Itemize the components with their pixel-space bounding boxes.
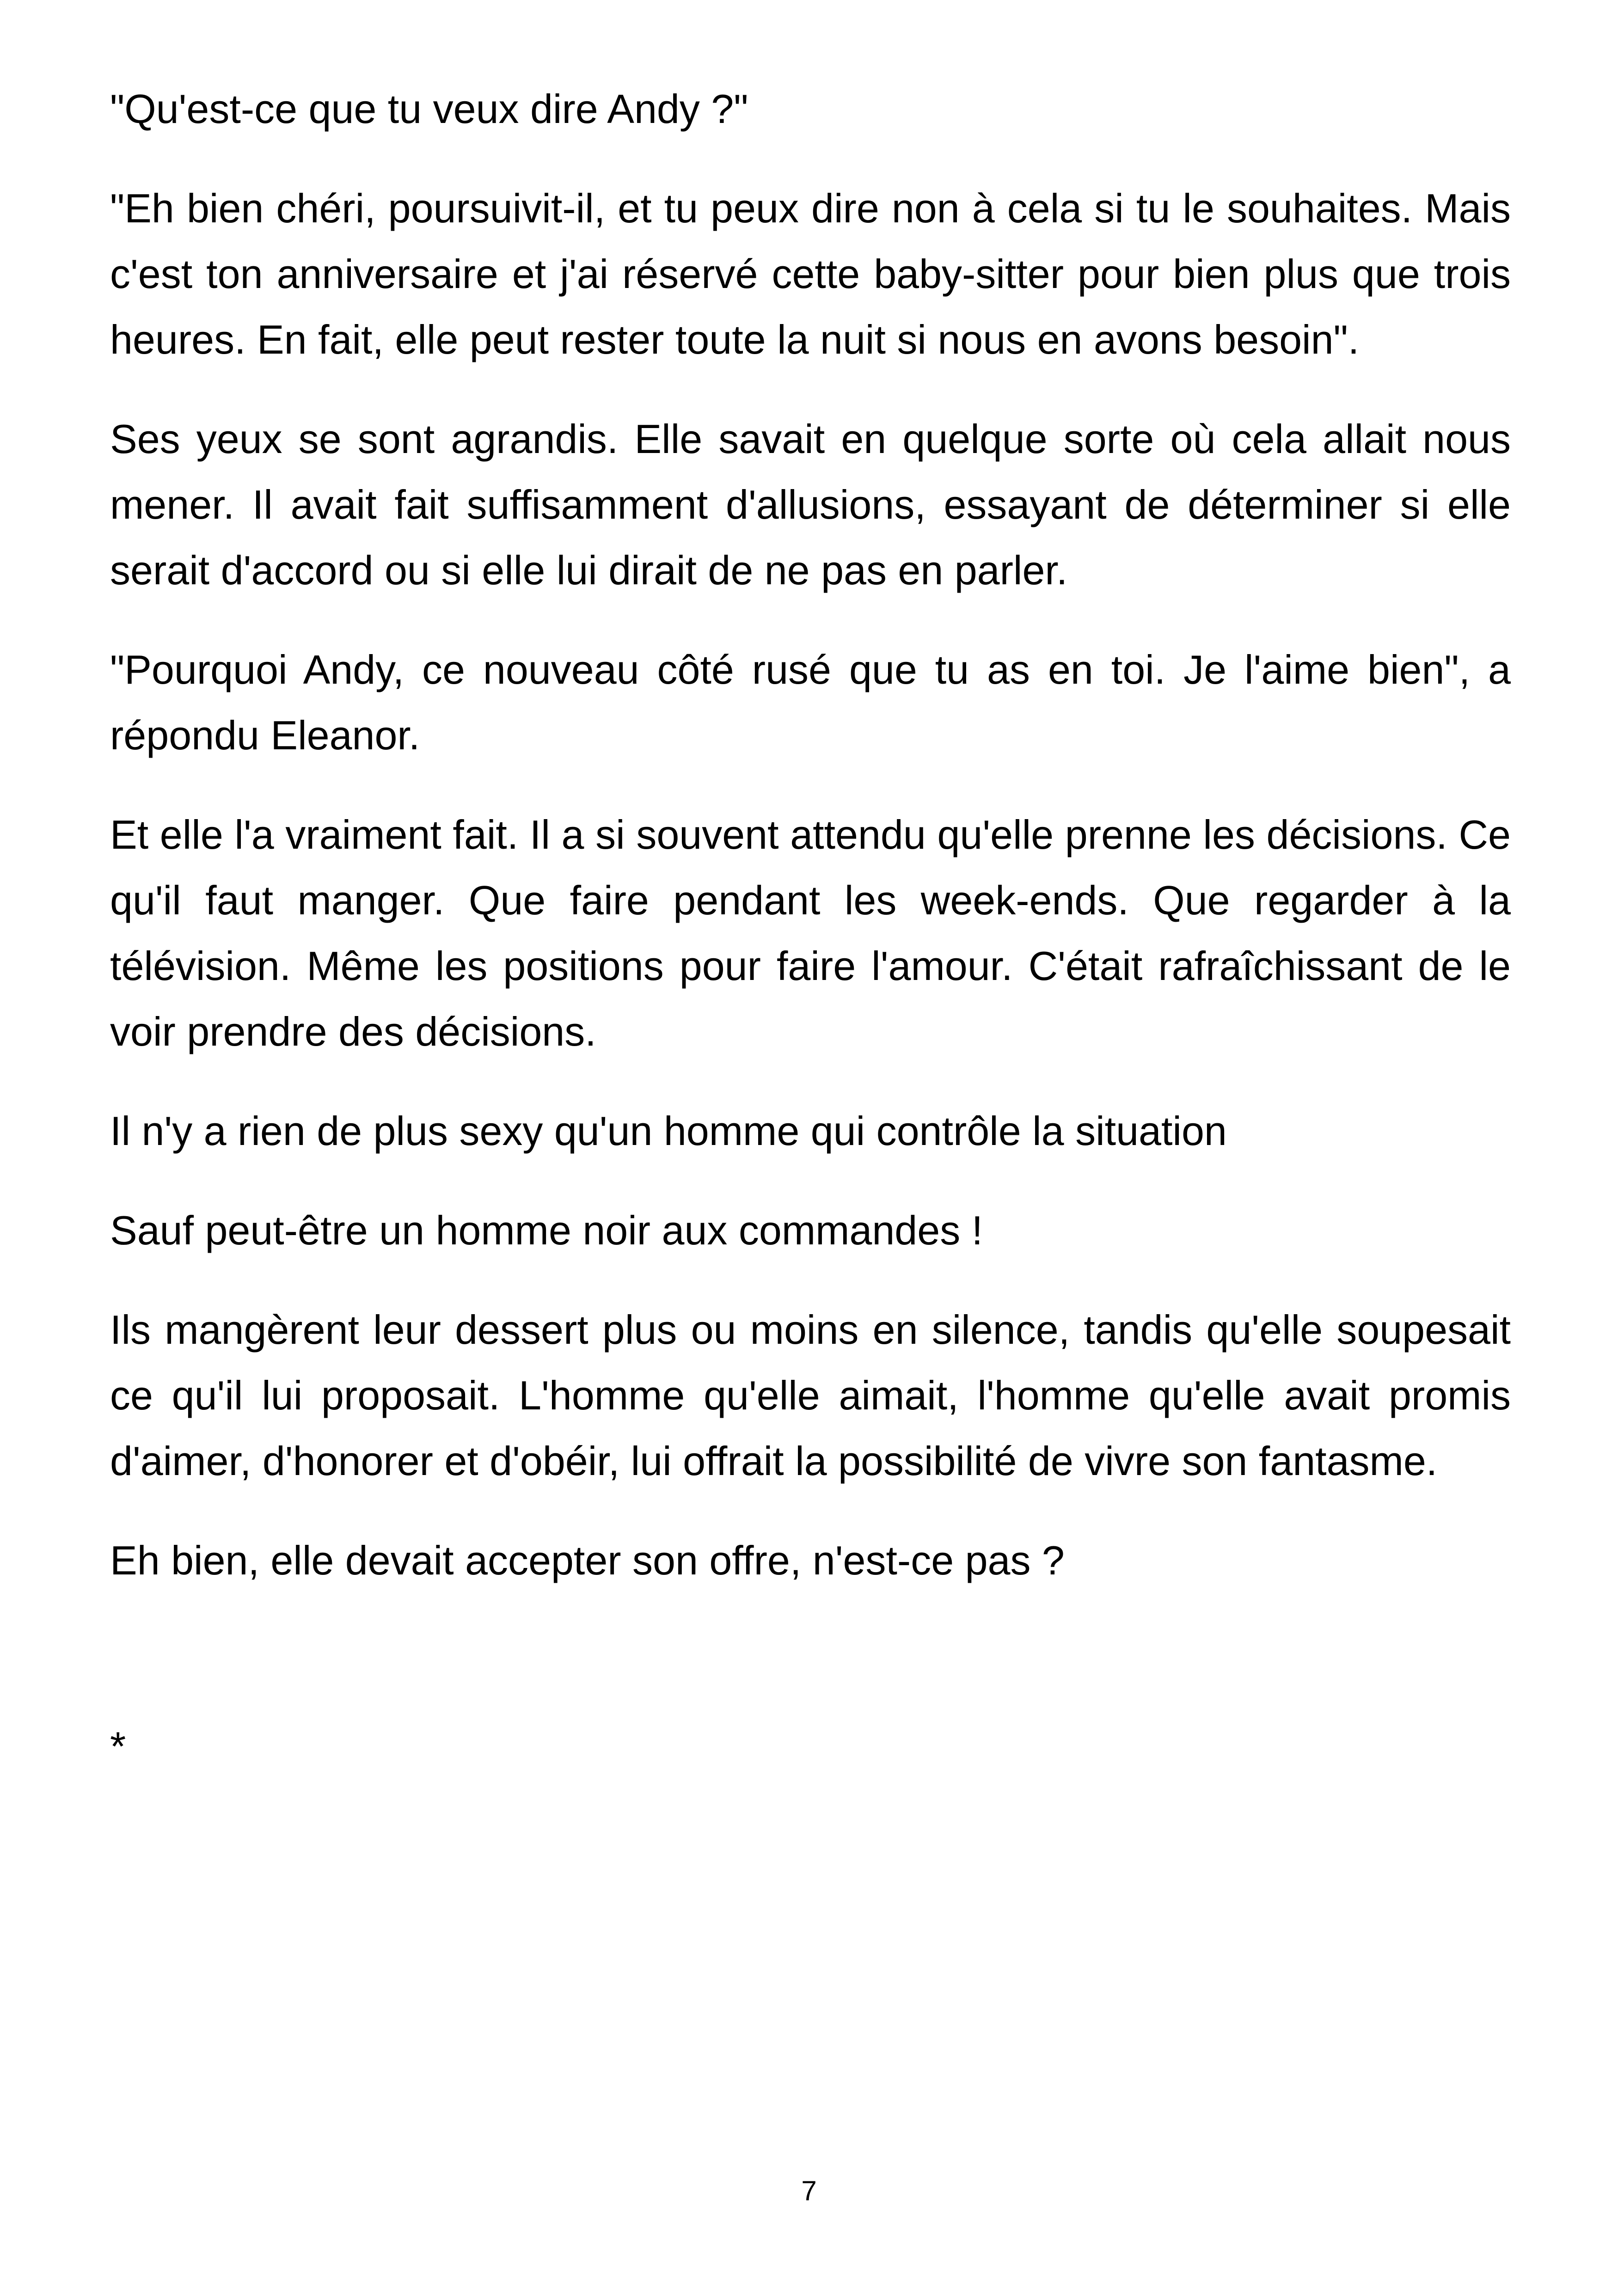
paragraph-1: "Qu'est-ce que tu veux dire Andy ?" [110, 86, 748, 132]
paragraph-4: "Pourquoi Andy, ce nouveau côté rusé que tu as en toi. Je l'aime bien", a répondu Eleanor. [110, 647, 1511, 758]
section-break: * [110, 1723, 126, 1769]
paragraph-3: Ses yeux se sont agrandis. Elle savait en quelque sorte où cela allait nous mener. Il avait fait suffisamment d'allusions, essayant de déterminer si elle serait d'accord ou si elle lui dirait de ne pas en parler. [110, 416, 1511, 593]
page-number: 7 [801, 2175, 817, 2206]
paragraph-6: Il n'y a rien de plus sexy qu'un homme qui contrôle la situation [110, 1108, 1227, 1154]
paragraph-8: Ils mangèrent leur dessert plus ou moins en silence, tandis qu'elle soupesait ce qu'il lui proposait. L'homme qu'elle aimait, l'homme qu'elle avait promis d'aimer, d'honorer et d'obéir, lui offrait la possibilité de vivre son fantasme. [110, 1307, 1511, 1484]
body-text [110, 76, 1511, 1779]
paragraph-2: "Eh bien chéri, poursuivit-il, et tu peux dire non à cela si tu le souhaites. Mais c'est ton anniversaire et j'ai réservé cette baby-sitter pour bien plus que trois heures. En fait, elle peut rester toute la nuit si nous en avons besoin". [110, 185, 1511, 362]
paragraph-5: Et elle l'a vraiment fait. Il a si souvent attendu qu'elle prenne les décisions. Ce qu'il faut manger. Que faire pendant les week-ends. Que regarder à la télévision. Même les positions pour faire l'amour. C'était rafraîchissant de le voir prendre des décisions. [110, 812, 1511, 1054]
paragraph-9: Eh bien, elle devait accepter son offre, n'est-ce pas ? [110, 1537, 1065, 1583]
paragraph-7: Sauf peut-être un homme noir aux commandes ! [110, 1207, 983, 1253]
